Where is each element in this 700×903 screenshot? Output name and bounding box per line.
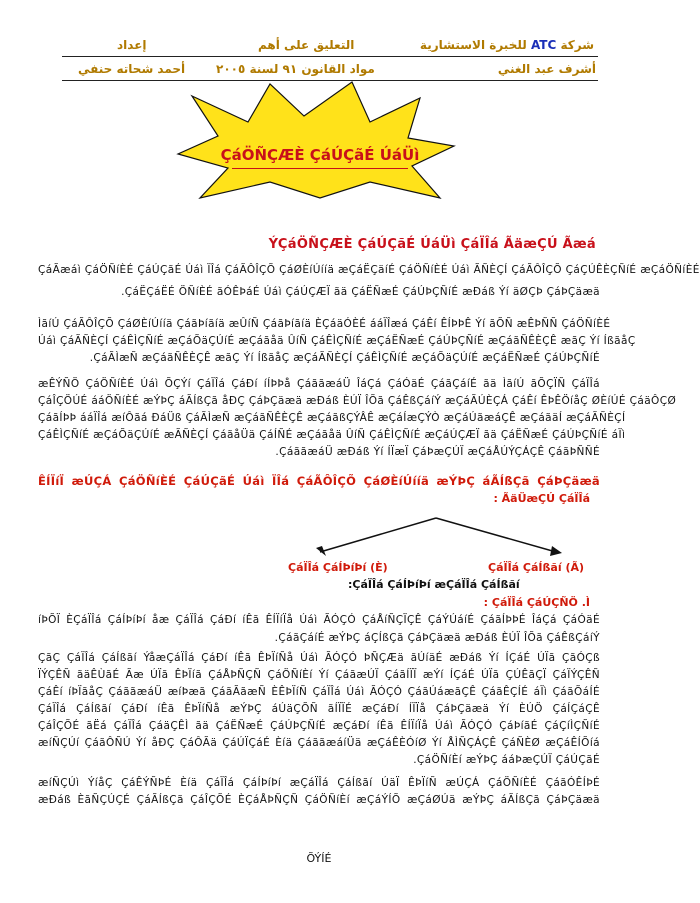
diagram-arrow-right (550, 546, 562, 556)
red-statement: ÊÍÏíÏ æÚÇÁ ÇáÖÑíÈÉ ÇáÚÇãÉ Úáì ÏÎá ÇáÃÔÎÇÕ ÇáØÈíÚííä æÝÞÇ áÃÍßÇã ÇáÞÇäæä (38, 474, 600, 488)
body-line: .ÇáËÇáËÉ ÖÑíÈÉ ãÓÊÞáÉ Úáì ÇáÚÇÆÏ ãä ÇáËÑæÉ ÇáÚÞÇÑíÉ æÐáß Ýí äØÇÞ ÇáÞÇäæä (121, 286, 600, 298)
body-line: ÇáÎÇÕÉ ãËá ÇáÏÎá ÇáäÇÊÌ ãä ÇáËÑæÉ ÇáÚÞÇÑíÉ æÇáÐí íÊã ÊÍÏíÏå Úáì ÃÓÇÓ ÇáÞíãÉ ÇáÇíÌÇÑíÉ (38, 720, 600, 732)
body-line: .ÇáããæáÜ æÐáß Ýí ÍÏæÏ ÇáÞæÇÚÏ æÇáÅÚÝÇÁÇÊ ÇáãÞÑÑÉ (275, 446, 600, 458)
red-subheading: : ÃäÜæÇÚ ÇáÏÎá (493, 492, 590, 505)
body-line: ÏÝÇÊÑ ãäÊÙãÉ Ãæ ÚÏã ÊÞÏíã ÇáÅÞÑÇÑ ÇáÖÑíÈí Ýí ÇáãæÚÏ ÇáãÍÏÏ æÝí ÍÇáÉ ÚÏã ÇÚÊãÇÏ ÇáÏÝÇÊÑ (38, 669, 600, 681)
section-c-heading: : ÇáÏÎá ÇáÚÇÑÖ .Ì (483, 596, 590, 609)
body-line: ÇáÊí íÞÏãåÇ ÇáããæáÜ æíÞæã ÇáãÃãæÑ ÈÊÞÏíÑ ÇáÏÎá Úáì ÃÓÇÓ ÇáãÚáæãÇÊ ÇáãÊÇÍÉ áÏì ÇáãÕáÍÉ (38, 686, 600, 698)
page-footer: ÕÝÍÉ (306, 852, 332, 865)
header-prepared-by: إعداد (117, 38, 147, 52)
diagram-left-label: ÇáÏÎá ÇáÍÞíÞí (È) (288, 561, 388, 574)
diagram-right-label: ÇáÏÎá ÇáÍßãí (Ã) (488, 561, 585, 574)
header-company-prefix: شركة (556, 38, 594, 52)
body-line: æÊÝÑÖ ÇáÖÑíÈÉ Úáì ÕÇÝí ÇáÏÎá ÇáÐí íÍÞÞå ÇáããæáÜ ÎáÇá ÇáÓäÉ ÇáãÇáíÉ ãä ÌãíÚ ãÕÇÏÑ ÇáÏÎá (38, 378, 600, 390)
header-law-ref: مواد القانون ٩١ لسنة ٢٠٠٥ (216, 62, 375, 76)
header-company-suffix: للخبرة الاستشارية (419, 38, 531, 52)
diagram-line-left (320, 518, 436, 552)
header-comment-title: التعليق على أهم (258, 38, 355, 52)
body-line: ÇáÏÎá ÇáÍßãí ÇáÐí íÊã ÊÞÏíÑå æÝÞÇ áÚäÇÕÑ ãÍÏÏÉ æÇáÐí ÍÏÏå ÇáÞÇäæä Ýí ÈÚÖ ÇáÍÇáÇÊ (38, 703, 600, 715)
body-line: æÐáß ÈãÑÇÚÇÉ ÇáÃÍßÇã ÇáÎÇÕÉ ÈÇáÅÞÑÇÑ ÇáÖÑíÈí æÇáÝÍÕ æÇáØÚä æÝÞÇ áÃÍßÇã ÇáÞÇäæä (38, 794, 600, 806)
header-consultant: أشرف عبد الغني (497, 62, 596, 76)
income-types-line: :ÇáÏÎá ÇáÍÞíÞí æÇáÏÎá ÇáÍßãí (348, 578, 520, 591)
section-heading: ÝÇáÖÑÇÆÈ ÇáÚÇãÉ ÚáÜì ÇáÏÎá ÃäæÇÚ Ãæá (268, 237, 596, 252)
body-line: ÇáãÍÞÞ ááÏÎá æíÔãá ÐáÜß ÇáÃÌæÑ æÇáãÑÊÈÇÊ æÇáãßÇÝÂÊ æÇáÍæÇÝÒ æÇáÚãæáÇÊ æÇáãäÍ æÇáÃÑÈÇÍ (38, 412, 626, 424)
header-preparer-name: أحمد شحاته حنفي (78, 62, 186, 76)
body-line: ÇáÊÌÇÑíÉ æÇáÕäÇÚíÉ æÃÑÈÇÍ ÇáãåÜä ÇáÍÑÉ æÇáãåä ÛíÑ ÇáÊÌÇÑíÉ æÇáÚÇÆÏ ãä ÇáËÑæÉ ÇáÚÞÇÑíÉ áÏì (38, 429, 626, 441)
body-line: ÇãÇ ÇáÏÎá ÇáÍßãí ÝåæÇáÏÎá ÇáÐí íÊã ÊÞÏíÑå Úáì ÃÓÇÓ ÞÑÇÆä ãÚíäÉ æÐáß Ýí ÍÇáÉ ÚÏã ÇãÓÇß (38, 652, 600, 664)
body-line: Úáì ÇáÃÑÈÇÍ ÇáÊÌÇÑíÉ æÇáÕäÇÚíÉ æÇáãåä ÛíÑ ÇáÊÌÇÑíÉ æÇáËÑæÉ ÇáÚÞÇÑíÉ æÇáãÑÊÈÇÊ æãÇ Ýí ÍßãåÇ (38, 335, 636, 347)
body-line: ÌãíÚ ÇáÃÔÎÇÕ ÇáØÈíÚííä ÇáãÞíãíä æÛíÑ ÇáãÞíãíä ÈÇáäÓÈÉ ááÏÎæá ÇáÊí ÊÍÞÞÊ Ýí ãÕÑ æÊÞÑÑ ÇáÖÑíÈÉ (38, 318, 611, 330)
body-line: .ÇáãÇáíÉ æÝÞÇ áÇÍßÇã ÇáÞÇäæä æÐáß ÈÚÏ ÎÕã ÇáÊßÇáíÝ (274, 632, 600, 644)
banner-title: ÇáÖÑÇÆÈ ÇáÚÇãÉ ÚáÜì (220, 146, 420, 164)
body-line: ÇáÃæáì ÇáÖÑíÈÉ ÇáÚÇãÉ Úáì ÏÎá ÇáÃÔÎÇÕ ÇáØÈíÚííä æÇáËÇäíÉ ÇáÖÑíÈÉ Úáì ÃÑÈÇÍ ÇáÃÔÎÇÕ ÇáÇÚÊÈÇÑíÉ æÇáÖÑíÈÉ (38, 264, 700, 276)
body-line: ÇáÎÇÖÚÉ ááÖÑíÈÉ æÝÞÇ áÃÍßÇã åÐÇ ÇáÞÇäæä æÐáß ÈÚÏ ÎÕã ÇáÊßÇáíÝ æÇáÃÚÈÇÁ ÇáÊí ÊÞÊÖíåÇ ØÈíÚÉ ÇáäÔÇØ (38, 395, 677, 407)
body-line: .ÇáÖÑíÈí æÝÞÇ ááÞæÇÚÏ ÇáÚÇãÉ (413, 754, 600, 766)
body-line: .ÇáÃÌæÑ æÇáãÑÊÈÇÊ æãÇ Ýí ÍßãåÇ æÇáÃÑÈÇÍ ÇáÊÌÇÑíÉ æÇáÕäÇÚíÉ æÇáËÑæÉ ÇáÚÞÇÑíÉ (89, 352, 600, 364)
body-line: æíÑÇÚí ÇáãÔÑÚ Ýí åÐÇ ÇáÔÃä ÇáÚÏÇáÉ Èíä ÇáããæáíÜä æÇáÊÈÓíØ Ýí ÅÌÑÇÁÇÊ ÇáÑÈØ æÇáÊÍÕíá (38, 737, 600, 749)
header-company-acronym: ATC (530, 38, 557, 52)
body-line: æíÑÇÚì ÝíåÇ ÇáÊÝÑÞÉ Èíä ÇáÏÎá ÇáÍÞíÞí æÇáÏÎá ÇáÍßãí ÚäÏ ÊÞÏíÑ æÚÇÁ ÇáÖÑíÈÉ ÇáãÓÊÍÞÉ (38, 777, 600, 789)
body-line: íÞÕÏ ÈÇáÏÎá ÇáÍÞíÞí åæ ÇáÏÎá ÇáÐí íÊã ÊÍÏíÏå Úáì ÃÓÇÓ ÇáÅíÑÇÏÇÊ ÇáÝÚáíÉ ÇáãÍÞÞÉ ÎáÇá ÇáÓäÉ (38, 614, 600, 626)
diagram-line-right (436, 518, 556, 552)
